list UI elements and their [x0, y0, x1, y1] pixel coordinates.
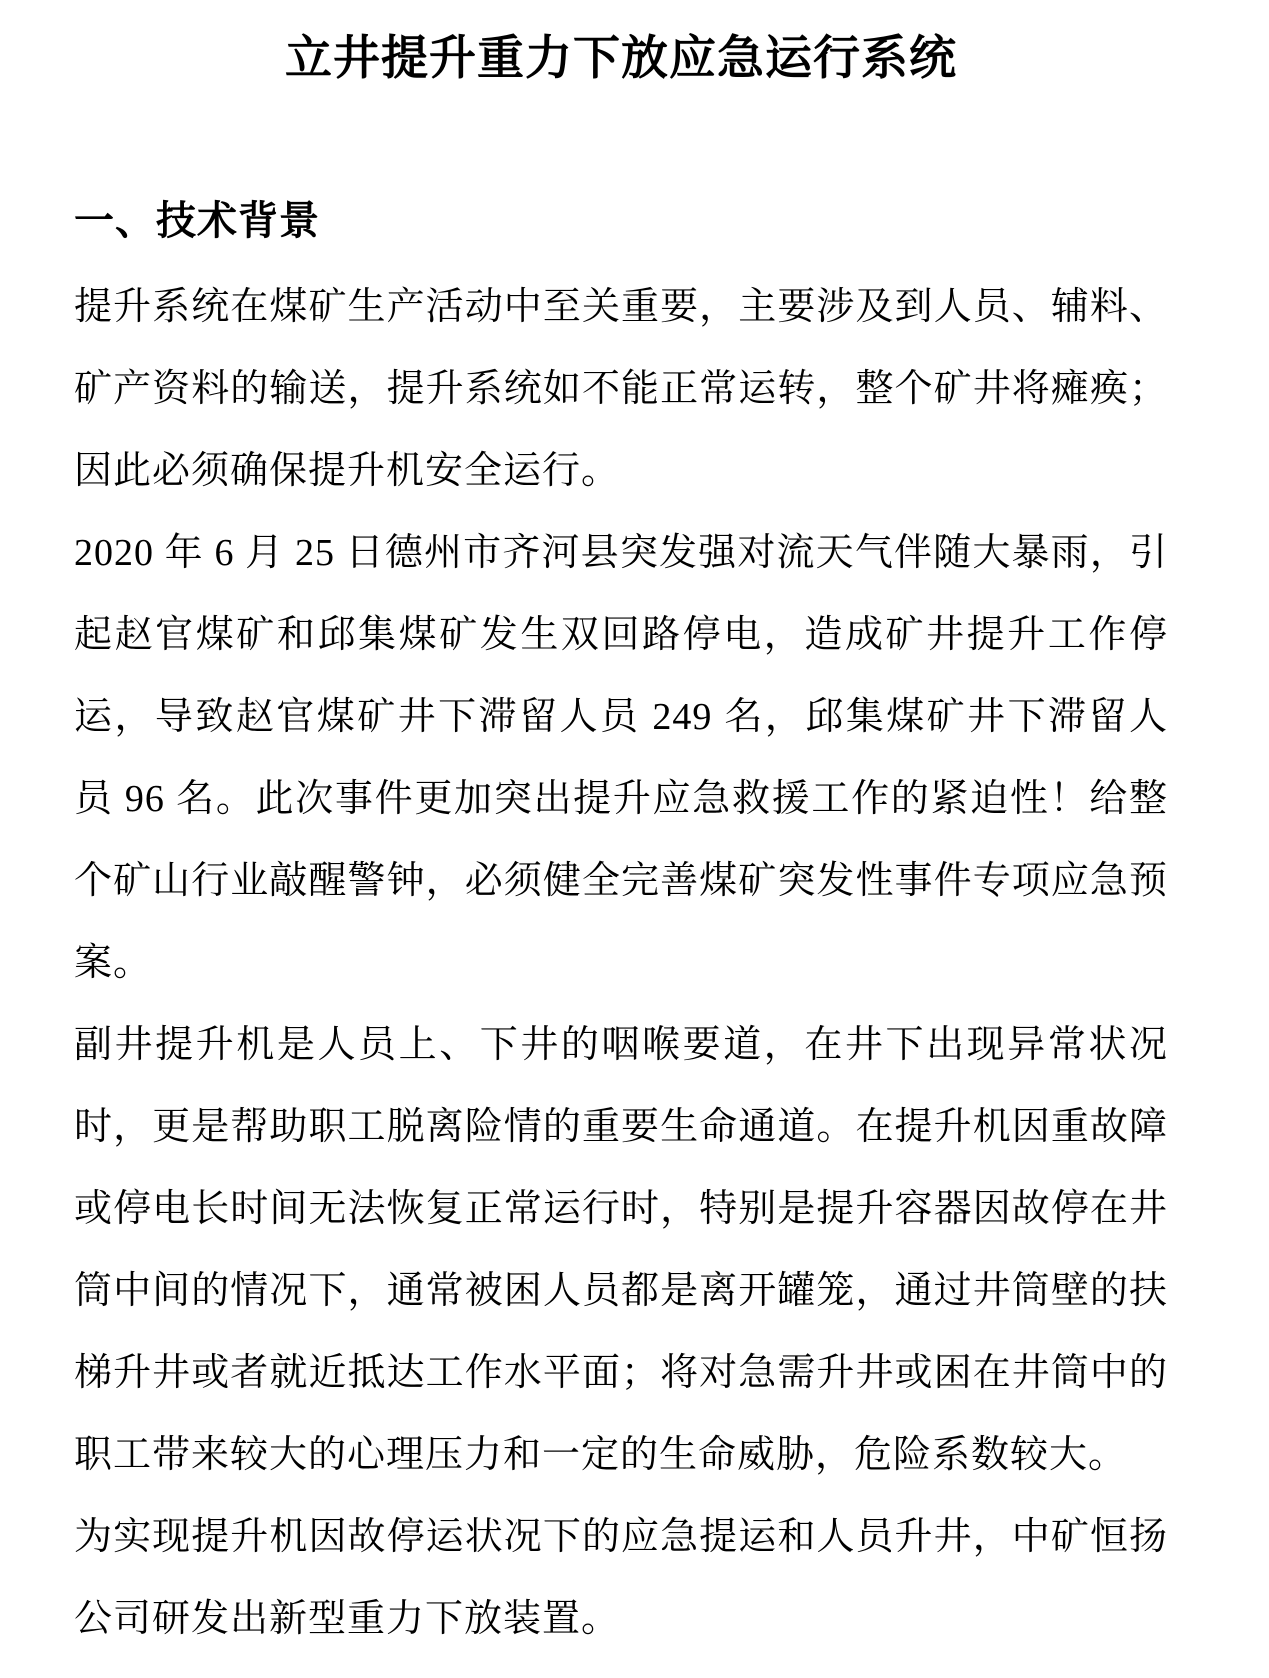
paragraph-auxiliary-shaft-hoist: 副井提升机是人员上、下井的咽喉要道，在井下出现异常状况时，更是帮助职工脱离险情的重要生命通道。在提升机因重故障或停电长时间无法恢复正常运行时，特别是提升容器因故停在井筒中间的情况下，通常被困人员都是离开罐笼，通过井筒壁的扶梯升井或者就近抵达工作水平面；将对急需升井或困在井筒中的职工带来较大的心理压力和一定的生命威胁，危险系数较大。 — [74, 1024, 1168, 1476]
document-body — [74, 266, 1168, 1660]
paragraph-2020-incident: 2020 年 6 月 25 日德州市齐河县突发强对流天气伴随大暴雨，引起赵官煤矿和邱集煤矿发生双回路停电，造成矿井提升工作停运，导致赵官煤矿井下滞留人员 249 名，邱集煤矿井下滞留人员 96 名。此次事件更加突出提升应急救援工作的紧迫性！给整个矿山行业敲醒警钟，必须健全完善煤矿突发性事件专项应急预案。 — [74, 532, 1168, 984]
section-heading-technical-background: 一、技术背景 — [74, 199, 320, 243]
document-title: 立井提升重力下放应急运行系统 — [285, 31, 957, 84]
paragraph-gravity-lowering-device: 为实现提升机因故停运状况下的应急提运和人员升井，中矿恒扬公司研发出新型重力下放装置。 — [74, 1516, 1168, 1640]
paragraph-hoisting-system-importance: 提升系统在煤矿生产活动中至关重要，主要涉及到人员、辅料、矿产资料的输送，提升系统如不能正常运转，整个矿井将瘫痪；因此必须确保提升机安全运行。 — [74, 286, 1168, 492]
